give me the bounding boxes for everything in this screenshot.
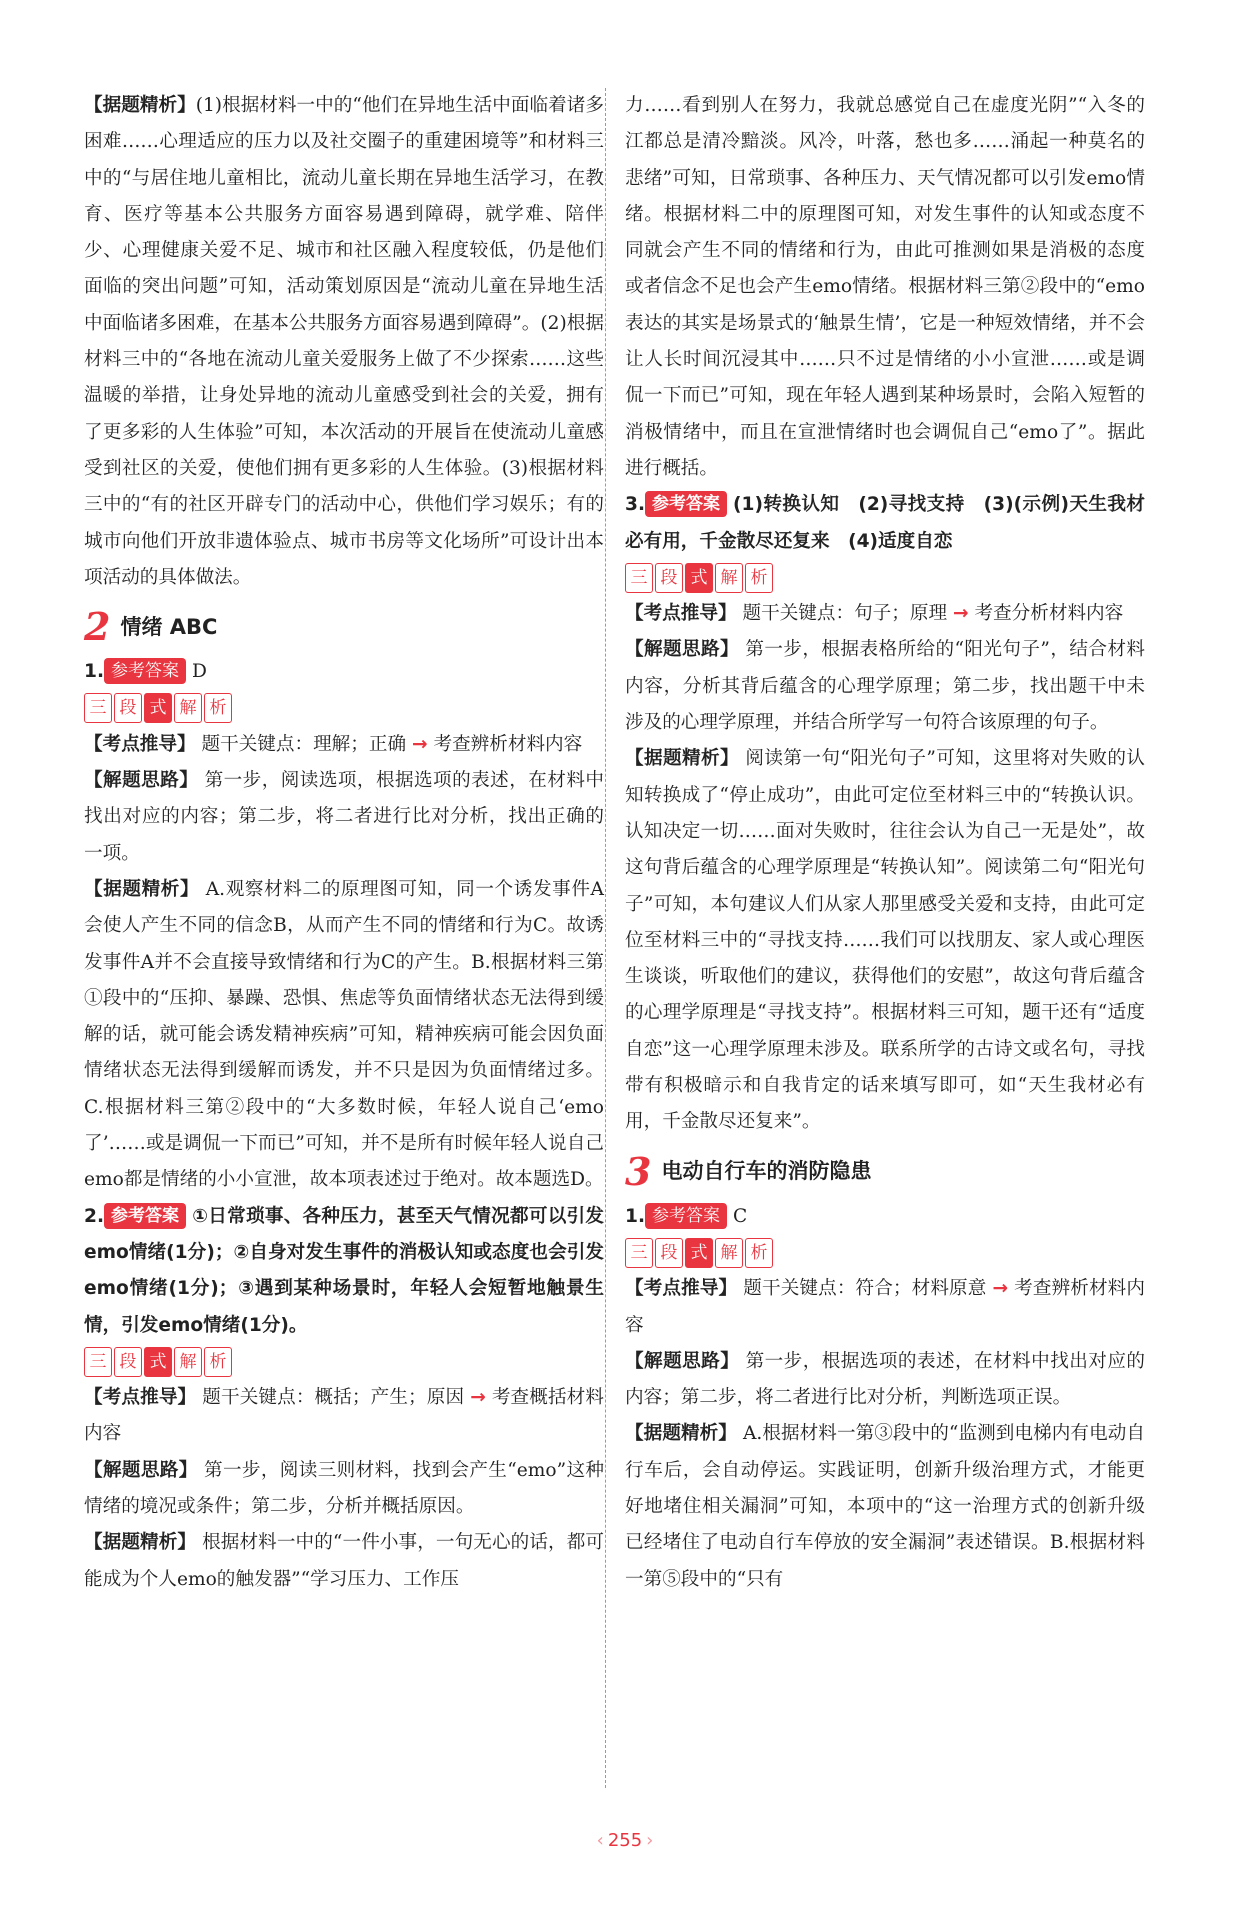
question-number: 1. <box>625 1205 646 1227</box>
badge-char: 解 <box>174 1347 202 1377</box>
paragraph-text: 考查分析材料内容 <box>974 603 1124 625</box>
tag-label: 【据题精析】 <box>625 1423 737 1445</box>
answer-badge: 参考答案 <box>104 1203 186 1229</box>
analysis-badge <box>84 1347 232 1377</box>
badge-char: 式 <box>685 1238 713 1268</box>
arrow-icon: → <box>470 1387 486 1409</box>
badge-char: 段 <box>114 1347 142 1377</box>
paragraph-text: 根据材料一中的“一件小事，一句无心的话，都可能成为个人emo的触发器”“学习压力、工作压 <box>84 1532 604 1590</box>
badge-char: 解 <box>174 693 202 723</box>
answer-text: (1)转换认知 (2)寻找支持 (3)(示例)天生我材必有用，千金散尽还复来 (4)适度自恋 <box>625 494 1145 552</box>
paragraph-text: 第一步，根据选项的表述，在材料中找出对应的内容；第二步，将二者进行比对分析，判断选项正误。 <box>625 1350 1145 1409</box>
badge-char: 三 <box>84 1347 112 1377</box>
section-title: 电动自行车的消防隐患 <box>661 1159 872 1184</box>
paragraph-text: 题干关键点：符合；材料原意 <box>743 1278 987 1300</box>
answer-badge: 参考答案 <box>645 1203 727 1229</box>
paragraph <box>84 1453 604 1526</box>
paragraph <box>625 1416 1145 1597</box>
question-number: 2. <box>84 1205 105 1227</box>
paragraph <box>84 727 604 763</box>
analysis-badge <box>625 563 773 593</box>
badge-char: 析 <box>745 1238 773 1268</box>
section-number: 3 <box>625 1148 652 1194</box>
paragraph-text: 考查辨析材料内容 <box>625 1278 1145 1336</box>
badge-char: 式 <box>685 563 713 593</box>
section-heading-3 <box>625 1149 1145 1195</box>
paragraph <box>625 741 1145 1140</box>
paragraph <box>84 88 604 596</box>
paragraph-text: 阅读第一句“阳光句子”可知，这里将对失败的认知转换成了“停止成功”，由此可定位至材料三中的“转换认识。认知决定一切……面对失败时，往往会认为自己一无是处”，故这句背后蕴含的心理学原理是“转换认知”。阅读第二句“阳光句子”可知，本句建议人们从家人那里感受关爱和支持，由此可定位至材料三中的“寻找支持……我们可以找朋友、家人或心理医生谈谈，听取他们的建议，获得他们的安慰”，故这句背后蕴含的心理学原理是“寻找支持”。根据材料三可知，题干还有“适度自恋”这一心理学原理未涉及。联系所学的古诗文或名句，寻找带有积极暗示和自我肯定的话来填写即可，如“天生我材必有用，千金散尽还复来”。 <box>625 748 1145 1133</box>
badge-char: 解 <box>715 563 743 593</box>
badge-char: 段 <box>114 693 142 723</box>
arrow-icon: → <box>992 1278 1009 1300</box>
tag-label: 【考点推导】 <box>84 1387 197 1409</box>
paragraph <box>625 632 1145 741</box>
paragraph-text: A.观察材料二的原理图可知，同一个诱发事件A会使人产生不同的信念B，从而产生不同的情绪和行为C。故诱发事件A并不会直接导致情绪和行为C的产生。B.根据材料三第①段中的“压抑、暴躁、恐惧、焦虑等负面情绪状态无法得到缓解的话，就可能会诱发精神疾病”可知，精神疾病可能会因负面情绪状态无法得到缓解而诱发，并不只是因为负面情绪过多。C.根据材料三第②段中的“大多数时候，年轻人说自己‘emo了’……或是调侃一下而已”可知，并不是所有时候年轻人说自己emo都是情绪的小小宣泄，故本项表述过于绝对。故本题选D。 <box>84 878 604 1191</box>
tag-label: 【解题思路】 <box>625 1350 740 1372</box>
tag-label: 【据题精析】 <box>625 748 740 770</box>
tag-label: 【解题思路】 <box>84 770 199 792</box>
badge-char: 解 <box>715 1238 743 1268</box>
answer-line <box>84 1199 604 1344</box>
answer-text: ①日常琐事、各种压力，甚至天气情况都可以引发emo情绪(1分)；②自身对发生事件的消极认知或态度也会引发emo情绪(1分)；③遇到某种场景时，年轻人会短暂地触景生情，引发emo情绪(1分)。 <box>84 1205 604 1336</box>
paragraph <box>84 763 604 872</box>
paragraph <box>84 1525 604 1598</box>
answer-text: C <box>733 1205 748 1227</box>
answer-badge: 参考答案 <box>104 658 186 684</box>
badge-char: 式 <box>144 1347 172 1377</box>
paragraph-text: 第一步，阅读三则材料，找到会产生“emo”这种情绪的境况或条件；第二步，分析并概括原因。 <box>84 1459 604 1517</box>
tag-label: 【解题思路】 <box>625 639 740 661</box>
badge-char: 式 <box>144 693 172 723</box>
badge-char: 段 <box>655 1238 683 1268</box>
paragraph: 力……看到别人在努力，我就总感觉自己在虚度光阴”“入冬的江都总是清冷黯淡。风冷，叶落，愁也多……涌起一种莫名的悲绪”可知，日常琐事、各种压力、天气情况都可以引发emo情绪。根据材料二中的原理图可知，对发生事件的认知或态度不同就会产生不同的情绪和行为，由此可推测如果是消极的态度或者信念不足也会产生emo情绪。根据材料三第②段中的“emo表达的其实是场景式的‘触景生情’，它是一种短效情绪，并不会让人长时间沉浸其中……只不过是情绪的小小宣泄……或是调侃一下而已”可知，现在年轻人遇到某种场景时，会陷入短暂的消极情绪中，而且在宣泄情绪时也会调侃自己“emo了”。据此进行概括。 <box>625 95 1145 479</box>
badge-char: 析 <box>204 1347 232 1377</box>
answer-line <box>84 654 604 690</box>
tag-label: 【据题精析】 <box>84 1532 197 1554</box>
badge-char: 三 <box>625 1238 653 1268</box>
paragraph-text: A.根据材料一第③段中的“监测到电梯内有电动自行车后，会自动停运。实践证明，创新升级治理方式，才能更好地堵住相关漏洞”可知，本项中的“这一治理方式的创新升级已经堵住了电动自行车停放的安全漏洞”表述错误。B.根据材料一第⑤段中的“只有 <box>625 1423 1145 1590</box>
paragraph-text: 第一步，根据表格所给的“阳光句子”，结合材料内容，分析其背后蕴含的心理学原理；第二步，找出题干中未涉及的心理学原理，并结合所学写一句符合该原理的句子。 <box>625 639 1145 734</box>
section-number: 2 <box>84 604 111 650</box>
badge-char: 析 <box>745 563 773 593</box>
paragraph <box>84 872 604 1199</box>
analysis-badge <box>625 1238 773 1268</box>
badge-char: 三 <box>84 693 112 723</box>
paragraph-text: 题干关键点：理解；正确 <box>201 733 407 755</box>
question-number: 3. <box>625 494 646 516</box>
paragraph-text: 考查辨析材料内容 <box>433 733 583 755</box>
answer-text: D <box>192 661 207 683</box>
tag-label: 【考点推导】 <box>625 603 737 625</box>
tag-label: 【据题精析】 <box>84 95 196 116</box>
paragraph <box>625 1344 1145 1417</box>
tag-label: 【解题思路】 <box>84 1459 198 1481</box>
column-divider <box>605 88 606 1788</box>
answer-line <box>625 487 1145 560</box>
paragraph <box>84 1380 604 1453</box>
tag-label: 【考点推导】 <box>84 733 196 755</box>
arrow-icon: → <box>411 733 428 755</box>
analysis-badge <box>84 693 232 723</box>
paragraph-text: 考查概括材料内容 <box>84 1387 604 1445</box>
paragraph-text: (1)根据材料一中的“他们在异地生活中面临着诸多困难……心理适应的压力以及社交圈子的重建困境等”和材料三中的“与居住地儿童相比，流动儿童长期在异地生活学习，在教育、医疗等基本公共服务方面容易遇到障碍，就学难、陪伴少、心理健康关爱不足、城市和社区融入程度较低，仍是他们面临的突出问题”可知，活动策划原因是“流动儿童在异地生活中面临诸多困难，在基本公共服务方面容易遇到障碍”。(2)根据材料三中的“各地在流动儿童关爱服务上做了不少探索……这些温暖的举措，让身处异地的流动儿童感受到社会的关爱，拥有了更多彩的人生体验”可知，本次活动的开展旨在使流动儿童感受到社区的关爱，使他们拥有更多彩的人生体验。(3)根据材料三中的“有的社区开辟专门的活动中心，供他们学习娱乐；有的城市向他们开放非遗体验点、城市书房等文化场所”可设计出本项活动的具体做法。 <box>84 95 604 588</box>
paragraph <box>625 1271 1145 1344</box>
answer-line <box>625 1199 1145 1235</box>
paragraph-text: 题干关键点：概括；产生；原因 <box>202 1387 465 1409</box>
question-number: 1. <box>84 661 105 683</box>
right-column <box>625 88 1145 1598</box>
answer-badge: 参考答案 <box>645 491 727 517</box>
arrow-icon: → <box>952 603 969 625</box>
page-number: ‹ 255 › <box>585 1830 665 1851</box>
badge-char: 段 <box>655 563 683 593</box>
paragraph-text: 第一步，阅读选项，根据选项的表述，在材料中找出对应的内容；第二步，将二者进行比对分析，找出正确的一项。 <box>84 770 604 864</box>
section-title: 情绪 ABC <box>120 615 218 639</box>
paragraph <box>625 596 1145 632</box>
left-column <box>84 88 604 1598</box>
paragraph-text: 题干关键点：句子；原理 <box>742 603 948 625</box>
tag-label: 【考点推导】 <box>625 1278 738 1300</box>
tag-label: 【据题精析】 <box>84 878 200 900</box>
badge-char: 析 <box>204 693 232 723</box>
section-heading-2 <box>84 604 604 650</box>
badge-char: 三 <box>625 563 653 593</box>
